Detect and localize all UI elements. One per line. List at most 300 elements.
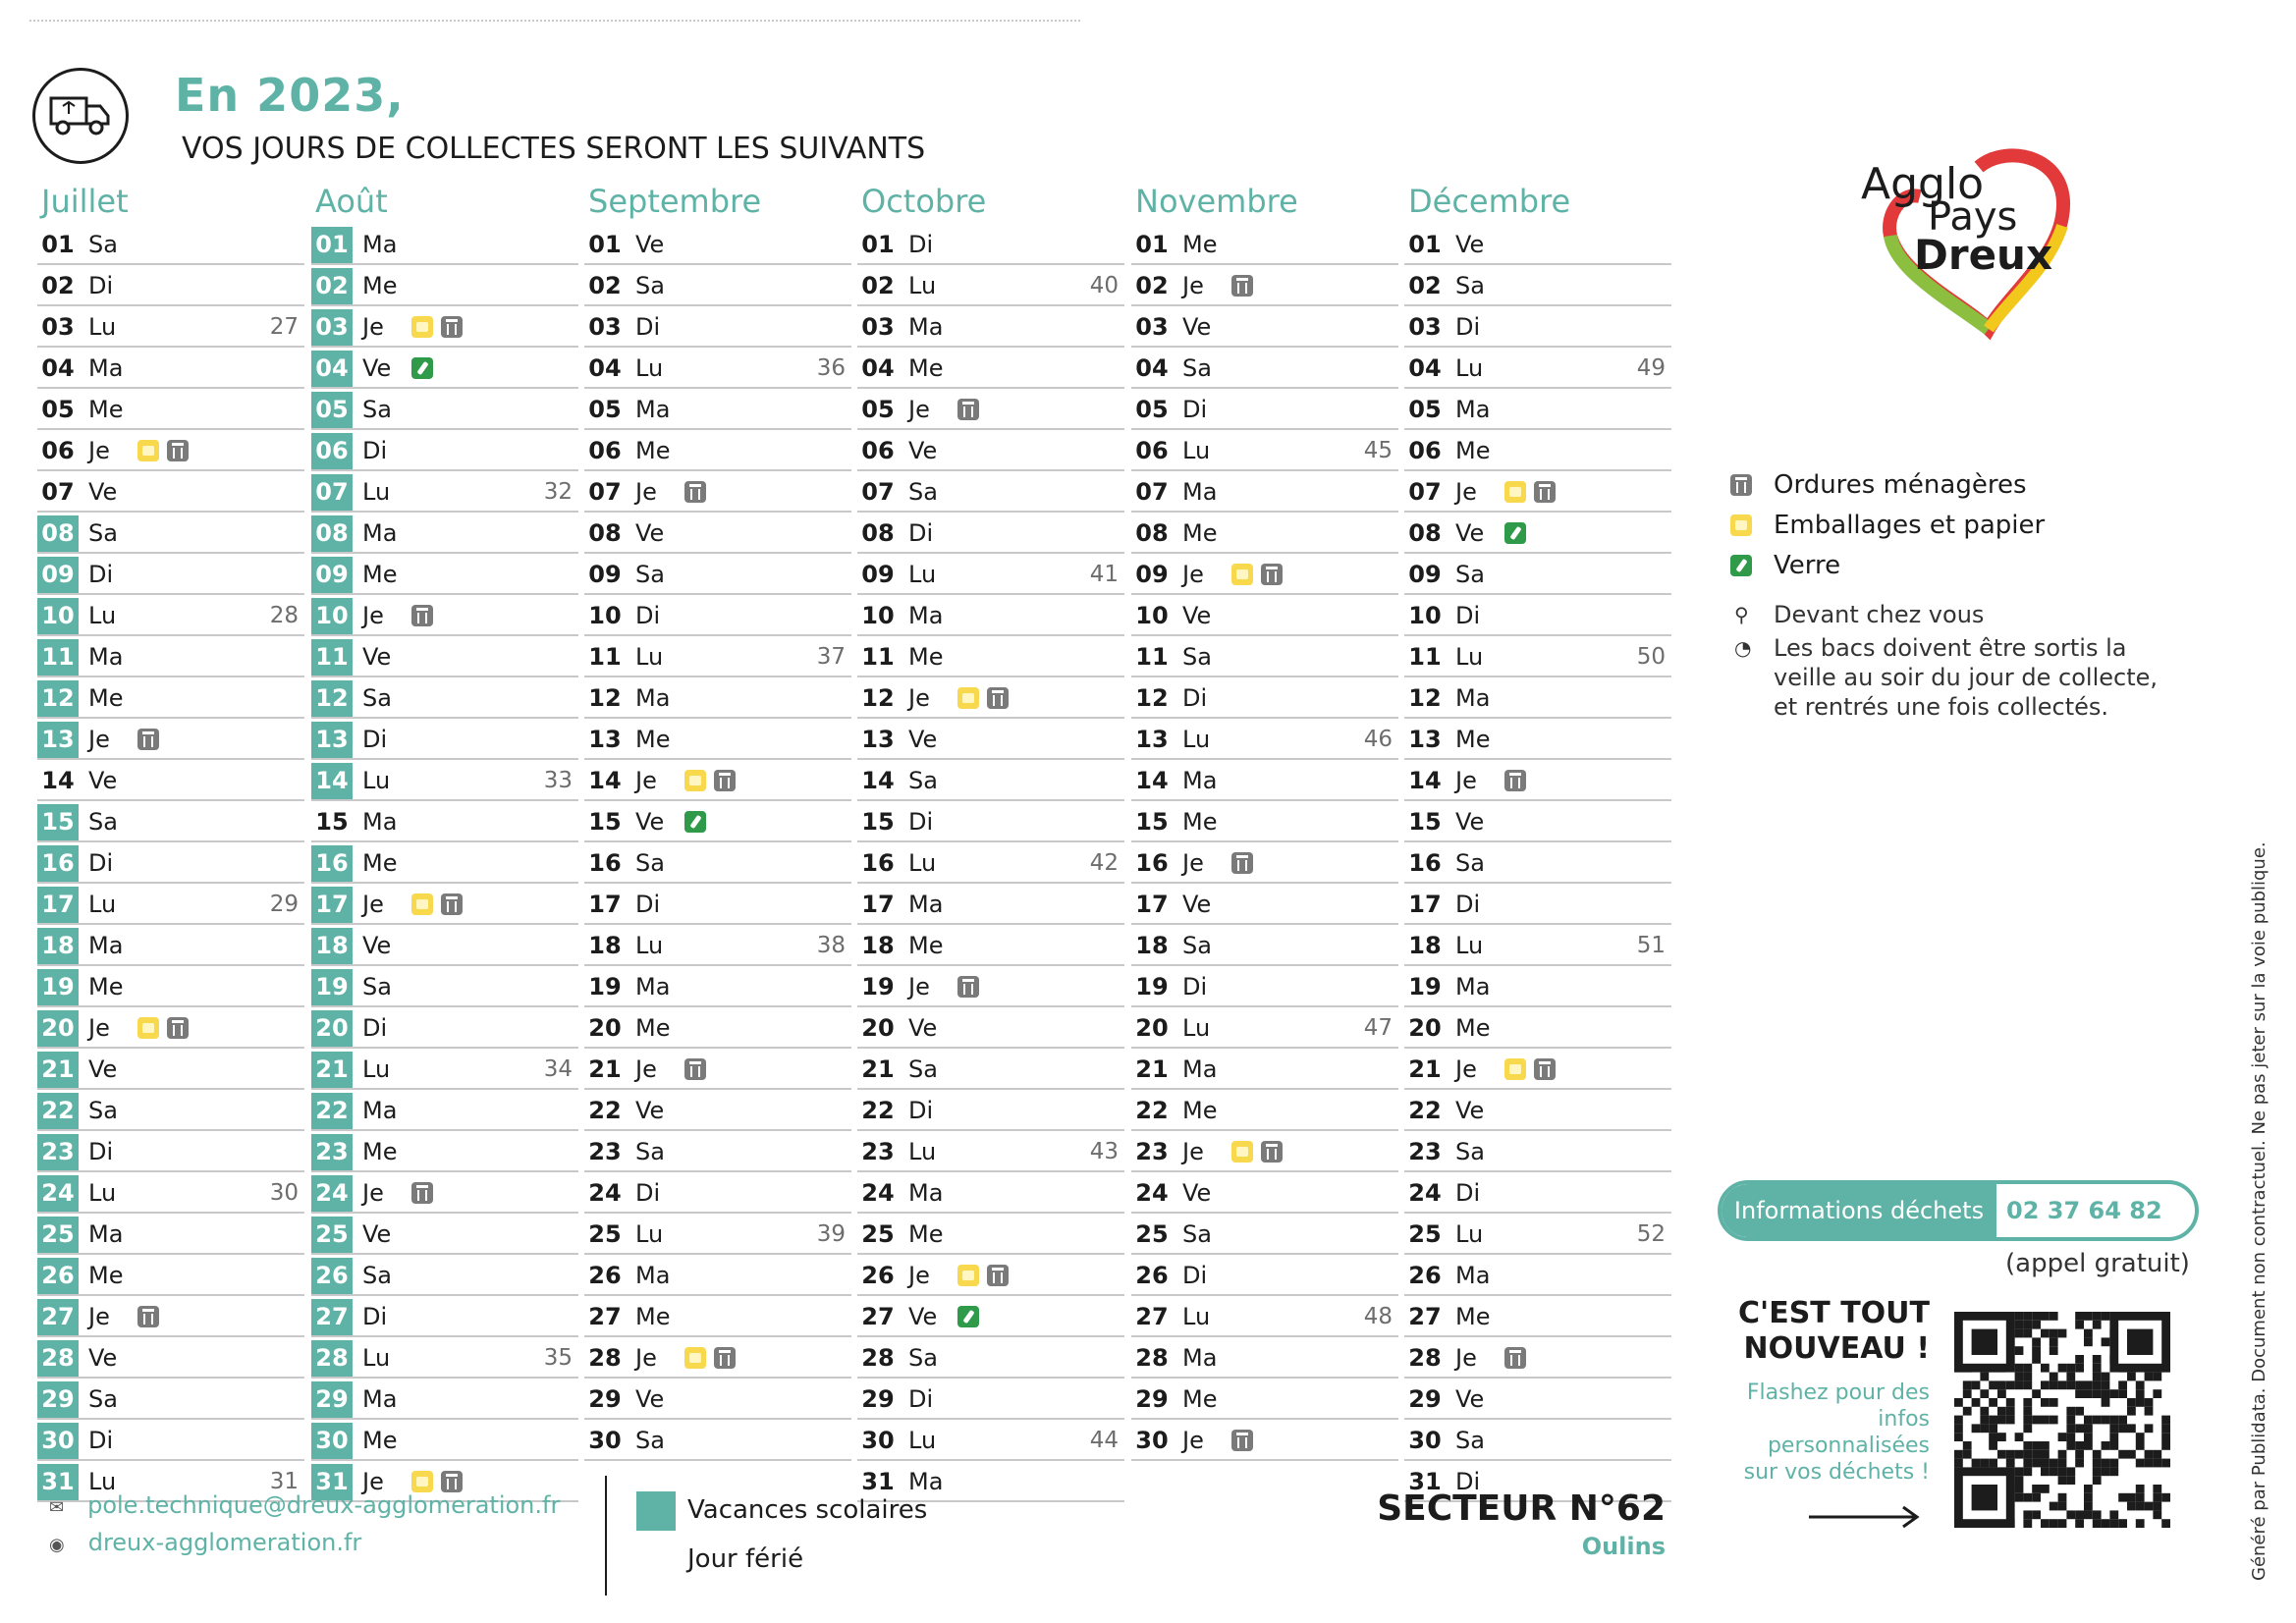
day-number: 21 <box>1408 1055 1442 1083</box>
day-row <box>1131 1010 1398 1049</box>
day-name: Sa <box>635 272 665 299</box>
day-number: 17 <box>861 891 895 918</box>
day-number: 14 <box>588 767 622 794</box>
day-name: Je <box>908 396 930 423</box>
day-number: 23 <box>588 1138 622 1165</box>
legend-verre: Verre <box>1730 546 2182 586</box>
day-name: Di <box>88 561 114 588</box>
day-number: 11 <box>1135 643 1169 671</box>
footer-divider <box>605 1476 607 1596</box>
week-number: 50 <box>1636 644 1666 670</box>
glass-bottle-icon <box>957 1306 979 1327</box>
day-row <box>1131 433 1398 471</box>
day-number: 06 <box>588 437 622 464</box>
packaging-bin-icon <box>411 316 433 338</box>
day-name: Ma <box>1455 396 1491 423</box>
day-number: 20 <box>311 1010 353 1047</box>
day-name: Me <box>635 726 671 753</box>
day-row <box>311 680 578 719</box>
trash-bin-icon <box>167 440 189 461</box>
day-row <box>1404 1010 1671 1049</box>
day-number: 27 <box>1408 1303 1442 1330</box>
day-number: 30 <box>1135 1427 1169 1454</box>
day-row <box>857 845 1124 884</box>
day-number: 06 <box>311 433 353 469</box>
day-row <box>584 268 851 306</box>
week-number: 28 <box>269 603 299 628</box>
day-number: 01 <box>1408 231 1442 258</box>
trash-bin-icon <box>167 1017 189 1039</box>
day-number: 10 <box>1408 602 1442 629</box>
day-row <box>311 474 578 513</box>
day-name: Sa <box>908 478 938 506</box>
day-number: 01 <box>311 227 353 263</box>
day-row <box>311 1134 578 1172</box>
day-name: Lu <box>88 1179 117 1207</box>
week-number: 42 <box>1089 850 1119 876</box>
collection-truck-icon <box>32 68 129 164</box>
week-number: 41 <box>1089 562 1119 587</box>
day-name: Di <box>1182 1262 1208 1289</box>
day-row <box>37 722 304 760</box>
flash-instructions: Flashez pour des infos personnalisées sur vos déchets ! <box>1743 1380 1930 1485</box>
day-row <box>584 433 851 471</box>
day-row <box>311 351 578 389</box>
day-name: Ve <box>635 1385 665 1413</box>
day-number: 30 <box>588 1427 622 1454</box>
day-row <box>37 1093 304 1131</box>
day-row <box>1404 845 1671 884</box>
day-name: Ve <box>635 231 665 258</box>
day-number: 09 <box>588 561 622 588</box>
day-name: Je <box>1182 561 1204 588</box>
day-number: 07 <box>588 478 622 506</box>
day-name: Di <box>1455 602 1481 629</box>
day-name: Di <box>1455 1468 1481 1495</box>
day-number: 18 <box>1135 932 1169 959</box>
day-row <box>1131 309 1398 348</box>
trash-bin-icon <box>987 1265 1009 1286</box>
day-number: 24 <box>1135 1179 1169 1207</box>
day-number: 12 <box>1135 684 1169 712</box>
day-number: 04 <box>41 354 75 382</box>
day-name: Me <box>1455 1303 1491 1330</box>
day-number: 29 <box>588 1385 622 1413</box>
day-row <box>584 474 851 513</box>
day-row <box>1404 722 1671 760</box>
day-row <box>857 433 1124 471</box>
week-number: 51 <box>1636 933 1666 958</box>
packaging-bin-icon <box>684 770 706 791</box>
day-name: Lu <box>88 1468 117 1495</box>
month-name: Août <box>315 183 388 220</box>
day-row <box>584 1258 851 1296</box>
sector-title: SECTEUR N°62 <box>1377 1488 1666 1529</box>
day-name: Je <box>908 684 930 712</box>
location-pin-icon: ⚲ <box>1734 603 1749 626</box>
month-column <box>1404 183 1671 1502</box>
collection-icons <box>684 481 706 503</box>
day-name: Me <box>908 1220 944 1248</box>
day-number: 30 <box>1408 1427 1442 1454</box>
month-column <box>1131 183 1398 1461</box>
day-row <box>1131 557 1398 595</box>
day-name: Ma <box>362 1097 398 1124</box>
day-name: Ma <box>635 1262 671 1289</box>
day-number: 02 <box>861 272 895 299</box>
day-name: Lu <box>362 478 391 506</box>
day-row <box>584 1134 851 1172</box>
day-name: Je <box>635 767 657 794</box>
month-column <box>37 183 304 1502</box>
trash-bin-icon <box>1231 275 1253 297</box>
day-name: Ma <box>362 1385 398 1413</box>
day-number: 28 <box>37 1340 79 1377</box>
day-name: Lu <box>362 1344 391 1372</box>
day-row <box>857 227 1124 265</box>
collection-icons <box>137 729 159 750</box>
day-row <box>1404 1093 1671 1131</box>
collection-icons <box>684 1347 736 1369</box>
day-number: 08 <box>37 515 79 552</box>
day-number: 12 <box>861 684 895 712</box>
day-number: 08 <box>861 519 895 547</box>
day-row <box>37 1340 304 1379</box>
packaging-bin-icon <box>137 440 159 461</box>
day-number: 19 <box>311 969 353 1005</box>
day-row <box>584 1093 851 1131</box>
day-name: Lu <box>635 932 664 959</box>
day-number: 15 <box>1135 808 1169 836</box>
day-name: Sa <box>1455 1138 1485 1165</box>
day-row <box>1131 598 1398 636</box>
day-row <box>1404 887 1671 925</box>
footer-website[interactable]: ◉ dreux-agglomeration.fr <box>49 1529 362 1556</box>
footer-email[interactable]: ✉ pole.technique@dreux-agglomeration.fr <box>49 1491 561 1519</box>
day-name: Di <box>635 602 661 629</box>
day-number: 03 <box>861 313 895 341</box>
day-number: 14 <box>1408 767 1442 794</box>
day-name: Sa <box>88 1097 118 1124</box>
day-name: Sa <box>635 1427 665 1454</box>
collection-icons <box>411 316 463 338</box>
week-number: 34 <box>543 1056 573 1082</box>
day-name: Di <box>908 1097 934 1124</box>
day-name: Me <box>1182 1097 1218 1124</box>
day-number: 07 <box>1135 478 1169 506</box>
day-name: Ve <box>362 932 392 959</box>
day-name: Sa <box>1182 1220 1212 1248</box>
day-name: Sa <box>635 849 665 877</box>
day-number: 04 <box>861 354 895 382</box>
day-name: Ma <box>362 808 398 836</box>
month-name: Juillet <box>41 183 129 220</box>
day-row <box>311 804 578 842</box>
day-number: 05 <box>588 396 622 423</box>
day-number: 20 <box>1135 1014 1169 1042</box>
day-number: 21 <box>1135 1055 1169 1083</box>
day-number: 08 <box>588 519 622 547</box>
day-row <box>37 227 304 265</box>
day-name: Sa <box>88 519 118 547</box>
day-row <box>1131 1381 1398 1420</box>
day-name: Je <box>88 437 110 464</box>
day-row <box>311 1258 578 1296</box>
day-name: Je <box>1182 272 1204 299</box>
day-name: Sa <box>88 808 118 836</box>
day-name: Me <box>1182 231 1218 258</box>
day-name: Ma <box>88 1220 124 1248</box>
day-name: Me <box>908 354 944 382</box>
collection-icons <box>137 440 189 461</box>
week-number: 46 <box>1363 727 1393 752</box>
qr-code-icon[interactable] <box>1954 1311 2170 1529</box>
day-name: Je <box>362 1179 384 1207</box>
day-name: Me <box>362 1138 398 1165</box>
day-number: 14 <box>311 763 353 799</box>
day-row <box>1131 763 1398 801</box>
day-number: 11 <box>1408 643 1442 671</box>
packaging-bin-icon <box>957 1265 979 1286</box>
day-name: Ma <box>1182 767 1218 794</box>
day-number: 19 <box>1135 973 1169 1001</box>
day-name: Lu <box>908 1427 937 1454</box>
day-name: Me <box>635 437 671 464</box>
collection-icons <box>411 605 433 626</box>
day-row <box>1404 680 1671 719</box>
week-number: 43 <box>1089 1139 1119 1164</box>
collection-icons <box>411 357 433 379</box>
day-row <box>857 515 1124 554</box>
day-name: Lu <box>635 643 664 671</box>
day-number: 02 <box>311 268 353 304</box>
day-name: Lu <box>88 602 117 629</box>
day-name: Di <box>88 1138 114 1165</box>
day-name: Di <box>1455 313 1481 341</box>
day-name: Lu <box>1182 1303 1211 1330</box>
day-name: Sa <box>908 1055 938 1083</box>
day-row <box>1404 515 1671 554</box>
day-number: 15 <box>861 808 895 836</box>
day-number: 13 <box>1408 726 1442 753</box>
collection-icons <box>1504 522 1526 544</box>
day-number: 18 <box>37 928 79 964</box>
collection-icons <box>411 893 463 915</box>
day-name: Me <box>1455 1014 1491 1042</box>
day-row <box>584 1423 851 1461</box>
day-number: 03 <box>1135 313 1169 341</box>
day-row <box>857 1217 1124 1255</box>
day-row <box>311 433 578 471</box>
day-name: Ve <box>88 478 118 506</box>
day-row <box>857 557 1124 595</box>
trash-bin-icon <box>714 1347 736 1369</box>
week-number: 45 <box>1363 438 1393 463</box>
arrow-right-icon <box>1807 1502 1925 1532</box>
day-number: 20 <box>1408 1014 1442 1042</box>
day-number: 05 <box>1135 396 1169 423</box>
day-number: 30 <box>37 1423 79 1459</box>
day-row <box>37 1217 304 1255</box>
day-name: Ma <box>1182 1344 1218 1372</box>
day-name: Ve <box>1182 891 1212 918</box>
day-row <box>584 1175 851 1214</box>
day-number: 08 <box>311 515 353 552</box>
day-number: 11 <box>588 643 622 671</box>
day-number: 03 <box>588 313 622 341</box>
day-name: Lu <box>1182 1014 1211 1042</box>
trash-bin-icon <box>411 1182 433 1204</box>
day-number: 08 <box>1408 519 1442 547</box>
collection-icons <box>1504 1058 1556 1080</box>
day-row <box>37 1299 304 1337</box>
page-title: En 2023, <box>175 69 405 122</box>
day-row <box>311 227 578 265</box>
page-subtitle: VOS JOURS DE COLLECTES SERONT LES SUIVANTS <box>182 132 926 166</box>
day-name: Je <box>1455 478 1477 506</box>
day-row <box>857 928 1124 966</box>
day-number: 25 <box>861 1220 895 1248</box>
day-row <box>37 474 304 513</box>
day-number: 02 <box>41 272 75 299</box>
day-name: Je <box>1182 1138 1204 1165</box>
trash-bin-icon <box>1261 1141 1283 1163</box>
month-column <box>311 183 578 1502</box>
day-number: 20 <box>588 1014 622 1042</box>
week-number: 40 <box>1089 273 1119 298</box>
day-number: 06 <box>1135 437 1169 464</box>
day-row <box>311 763 578 801</box>
day-number: 09 <box>311 557 353 593</box>
day-row <box>857 887 1124 925</box>
day-name: Lu <box>1455 932 1484 959</box>
day-number: 24 <box>861 1179 895 1207</box>
day-row <box>37 969 304 1007</box>
day-name: Ma <box>908 313 944 341</box>
day-name: Ma <box>908 602 944 629</box>
day-number: 05 <box>1408 396 1442 423</box>
day-number: 24 <box>37 1175 79 1212</box>
trash-bin-icon <box>1534 1058 1556 1080</box>
brand-line-1: Agglo <box>1861 159 1985 209</box>
day-name: Sa <box>1455 561 1485 588</box>
day-row <box>584 351 851 389</box>
day-number: 15 <box>37 804 79 840</box>
day-row <box>1404 763 1671 801</box>
day-name: Ve <box>635 1097 665 1124</box>
day-row <box>1131 1299 1398 1337</box>
day-number: 15 <box>1408 808 1442 836</box>
day-name: Ve <box>635 808 665 836</box>
week-number: 33 <box>543 768 573 793</box>
collection-icons <box>957 687 1009 709</box>
day-number: 29 <box>37 1381 79 1418</box>
day-number: 25 <box>1135 1220 1169 1248</box>
day-row <box>1131 680 1398 719</box>
day-row <box>584 1052 851 1090</box>
day-number: 17 <box>37 887 79 923</box>
day-number: 06 <box>1408 437 1442 464</box>
day-name: Me <box>635 1303 671 1330</box>
day-name: Ve <box>88 767 118 794</box>
day-name: Di <box>1182 684 1208 712</box>
day-number: 25 <box>311 1217 353 1253</box>
day-row <box>37 268 304 306</box>
trash-bin-icon <box>1504 1347 1526 1369</box>
day-number: 31 <box>37 1464 79 1500</box>
info-phone[interactable]: 02 37 64 82 <box>2006 1197 2162 1224</box>
legend-emballages: Emballages et papier <box>1730 506 2182 546</box>
day-name: Je <box>362 1468 384 1495</box>
day-number: 05 <box>41 396 75 423</box>
day-number: 26 <box>1408 1262 1442 1289</box>
day-number: 14 <box>861 767 895 794</box>
day-row <box>37 433 304 471</box>
day-name: Di <box>88 849 114 877</box>
day-row <box>37 1381 304 1420</box>
day-name: Ma <box>1182 1055 1218 1083</box>
day-row <box>311 928 578 966</box>
day-row <box>857 474 1124 513</box>
day-number: 21 <box>311 1052 353 1088</box>
day-row <box>1404 639 1671 677</box>
collection-icons <box>1231 1141 1283 1163</box>
day-row <box>1131 1340 1398 1379</box>
day-row <box>1131 1423 1398 1461</box>
day-number: 21 <box>861 1055 895 1083</box>
day-name: Ve <box>362 354 392 382</box>
day-row <box>311 1010 578 1049</box>
day-name: Di <box>88 272 114 299</box>
day-name: Je <box>88 1303 110 1330</box>
day-name: Di <box>1182 396 1208 423</box>
day-row <box>1131 1258 1398 1296</box>
day-name: Me <box>88 684 124 712</box>
day-number: 31 <box>861 1468 895 1495</box>
collection-icons <box>411 1182 433 1204</box>
trash-bin-icon <box>137 729 159 750</box>
day-row <box>311 639 578 677</box>
day-row <box>857 598 1124 636</box>
day-number: 19 <box>37 969 79 1005</box>
jour-ferie-label: Jour férié <box>687 1544 804 1574</box>
day-number: 13 <box>861 726 895 753</box>
vacances-label: Vacances scolaires <box>687 1495 928 1525</box>
day-name: Sa <box>1455 1427 1485 1454</box>
day-row <box>1131 1217 1398 1255</box>
day-number: 24 <box>1408 1179 1442 1207</box>
day-name: Ma <box>635 396 671 423</box>
day-name: Sa <box>908 767 938 794</box>
day-number: 22 <box>861 1097 895 1124</box>
day-number: 07 <box>41 478 75 506</box>
day-name: Ve <box>1182 602 1212 629</box>
collection-icons <box>684 770 736 791</box>
day-number: 18 <box>588 932 622 959</box>
day-row <box>584 845 851 884</box>
day-row <box>584 1340 851 1379</box>
day-name: Sa <box>1182 932 1212 959</box>
week-number: 32 <box>543 479 573 505</box>
day-number: 02 <box>1408 272 1442 299</box>
day-name: Ve <box>635 519 665 547</box>
trash-bin-icon <box>1730 474 1752 496</box>
day-number: 21 <box>37 1052 79 1088</box>
day-row <box>1404 392 1671 430</box>
trash-bin-icon <box>684 481 706 503</box>
day-name: Ma <box>635 973 671 1001</box>
day-row <box>311 1340 578 1379</box>
